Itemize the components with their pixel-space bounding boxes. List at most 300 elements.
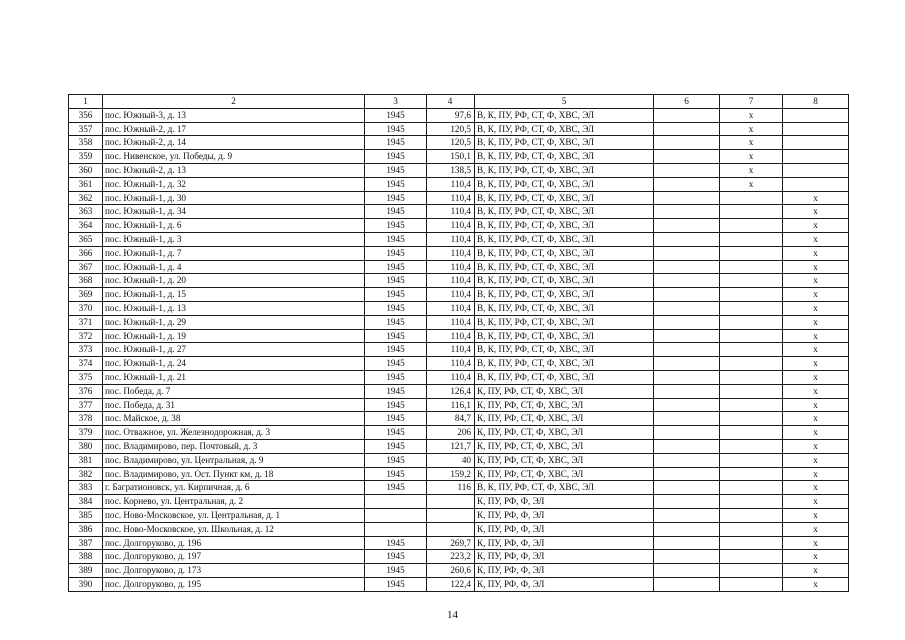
- column-6-cell: [654, 163, 720, 177]
- column-7-mark-cell: x: [720, 177, 783, 191]
- column-6-cell: [654, 274, 720, 288]
- table-row: [69, 177, 849, 191]
- row-number-cell: 370: [69, 301, 103, 315]
- utilities-cell: К, ПУ, РФ, СТ, Ф, ХВС, ЭЛ: [475, 467, 654, 481]
- address-cell: пос. Победа, д. 31: [103, 398, 365, 412]
- table-row: [69, 122, 849, 136]
- address-cell: пос. Южный-1, д. 7: [103, 246, 365, 260]
- table-row: [69, 315, 849, 329]
- area-cell: 110,4: [427, 219, 475, 233]
- utilities-cell: В, К, ПУ, РФ, СТ, Ф, ХВС, ЭЛ: [475, 274, 654, 288]
- row-number-cell: 357: [69, 122, 103, 136]
- utilities-cell: В, К, ПУ, РФ, СТ, Ф, ХВС, ЭЛ: [475, 108, 654, 122]
- year-cell: 1945: [365, 343, 427, 357]
- year-cell: 1945: [365, 577, 427, 591]
- column-7-mark-cell: [720, 550, 783, 564]
- row-number-cell: 376: [69, 384, 103, 398]
- column-8-mark-cell: x: [783, 288, 849, 302]
- column-6-cell: [654, 136, 720, 150]
- row-number-cell: 374: [69, 357, 103, 371]
- utilities-cell: В, К, ПУ, РФ, СТ, Ф, ХВС, ЭЛ: [475, 329, 654, 343]
- year-cell: 1945: [365, 453, 427, 467]
- address-cell: пос. Южный-1, д. 13: [103, 301, 365, 315]
- area-cell: 110,4: [427, 370, 475, 384]
- column-6-cell: [654, 343, 720, 357]
- row-number-cell: 382: [69, 467, 103, 481]
- column-6-cell: [654, 315, 720, 329]
- address-cell: пос. Южный-1, д. 30: [103, 191, 365, 205]
- column-6-cell: [654, 219, 720, 233]
- row-number-cell: 359: [69, 150, 103, 164]
- column-7-mark-cell: x: [720, 108, 783, 122]
- area-cell: 110,4: [427, 246, 475, 260]
- column-6-cell: [654, 426, 720, 440]
- area-cell: 110,4: [427, 288, 475, 302]
- column-8-mark-cell: x: [783, 274, 849, 288]
- column-8-mark-cell: x: [783, 384, 849, 398]
- column-8-mark-cell: x: [783, 577, 849, 591]
- column-6-cell: [654, 577, 720, 591]
- area-cell: 223,2: [427, 550, 475, 564]
- column-8-mark-cell: x: [783, 315, 849, 329]
- address-cell: пос. Владимирово, ул. Центральная, д. 9: [103, 453, 365, 467]
- column-6-cell: [654, 508, 720, 522]
- area-cell: 260,6: [427, 564, 475, 578]
- row-number-cell: 366: [69, 246, 103, 260]
- utilities-cell: В, К, ПУ, РФ, СТ, Ф, ХВС, ЭЛ: [475, 232, 654, 246]
- year-cell: 1945: [365, 481, 427, 495]
- year-cell: 1945: [365, 232, 427, 246]
- column-8-mark-cell: [783, 136, 849, 150]
- utilities-cell: В, К, ПУ, РФ, СТ, Ф, ХВС, ЭЛ: [475, 246, 654, 260]
- address-cell: пос. Южный-1, д. 32: [103, 177, 365, 191]
- table-row: [69, 577, 849, 591]
- utilities-cell: В, К, ПУ, РФ, СТ, Ф, ХВС, ЭЛ: [475, 288, 654, 302]
- column-6-cell: [654, 288, 720, 302]
- year-cell: 1945: [365, 550, 427, 564]
- address-cell: пос. Владимирово, пер. Почтовый, д. 3: [103, 439, 365, 453]
- table-row: [69, 412, 849, 426]
- year-cell: 1945: [365, 108, 427, 122]
- column-7-mark-cell: [720, 577, 783, 591]
- year-cell: 1945: [365, 219, 427, 233]
- row-number-cell: 389: [69, 564, 103, 578]
- column-6-cell: [654, 246, 720, 260]
- utilities-cell: К, ПУ, РФ, Ф, ЭЛ: [475, 536, 654, 550]
- column-8-mark-cell: [783, 150, 849, 164]
- header-cell: 1: [69, 95, 103, 109]
- column-7-mark-cell: [720, 260, 783, 274]
- utilities-cell: К, ПУ, РФ, Ф, ЭЛ: [475, 508, 654, 522]
- address-cell: пос. Южный-1, д. 6: [103, 219, 365, 233]
- column-8-mark-cell: x: [783, 205, 849, 219]
- header-cell: 2: [103, 95, 365, 109]
- area-cell: 110,4: [427, 357, 475, 371]
- column-7-mark-cell: [720, 522, 783, 536]
- utilities-cell: В, К, ПУ, РФ, СТ, Ф, ХВС, ЭЛ: [475, 163, 654, 177]
- column-7-mark-cell: [720, 398, 783, 412]
- address-cell: пос. Майское, д. 38: [103, 412, 365, 426]
- header-cell: 5: [475, 95, 654, 109]
- year-cell: 1945: [365, 329, 427, 343]
- column-8-mark-cell: x: [783, 191, 849, 205]
- column-8-mark-cell: x: [783, 481, 849, 495]
- area-cell: 121,7: [427, 439, 475, 453]
- row-number-cell: 384: [69, 495, 103, 509]
- table-row: [69, 439, 849, 453]
- column-8-mark-cell: x: [783, 495, 849, 509]
- utilities-cell: В, К, ПУ, РФ, СТ, Ф, ХВС, ЭЛ: [475, 370, 654, 384]
- column-8-mark-cell: x: [783, 232, 849, 246]
- column-7-mark-cell: [720, 370, 783, 384]
- column-8-mark-cell: x: [783, 508, 849, 522]
- column-7-mark-cell: [720, 412, 783, 426]
- address-cell: пос. Южный-1, д. 27: [103, 343, 365, 357]
- row-number-cell: 386: [69, 522, 103, 536]
- table-row: [69, 384, 849, 398]
- utilities-cell: В, К, ПУ, РФ, СТ, Ф, ХВС, ЭЛ: [475, 191, 654, 205]
- column-8-mark-cell: x: [783, 412, 849, 426]
- column-8-mark-cell: x: [783, 564, 849, 578]
- column-8-mark-cell: x: [783, 301, 849, 315]
- address-cell: пос. Южный-2, д. 13: [103, 163, 365, 177]
- utilities-cell: В, К, ПУ, РФ, СТ, Ф, ХВС, ЭЛ: [475, 315, 654, 329]
- header-cell: 8: [783, 95, 849, 109]
- table-row: [69, 550, 849, 564]
- header-cell: 4: [427, 95, 475, 109]
- table-row: [69, 232, 849, 246]
- row-number-cell: 362: [69, 191, 103, 205]
- area-cell: 120,5: [427, 136, 475, 150]
- address-cell: пос. Долгоруково, д. 197: [103, 550, 365, 564]
- column-8-mark-cell: x: [783, 398, 849, 412]
- column-7-mark-cell: [720, 508, 783, 522]
- table-row: [69, 522, 849, 536]
- column-7-mark-cell: x: [720, 122, 783, 136]
- address-cell: пос. Ново-Московское, ул. Центральная, д. 1: [103, 508, 365, 522]
- address-cell: пос. Долгоруково, д. 196: [103, 536, 365, 550]
- row-number-cell: 379: [69, 426, 103, 440]
- column-8-mark-cell: x: [783, 329, 849, 343]
- table-row: [69, 205, 849, 219]
- column-7-mark-cell: [720, 467, 783, 481]
- table-row: [69, 453, 849, 467]
- year-cell: 1945: [365, 467, 427, 481]
- column-6-cell: [654, 232, 720, 246]
- area-cell: 110,4: [427, 301, 475, 315]
- column-8-mark-cell: x: [783, 357, 849, 371]
- year-cell: [365, 495, 427, 509]
- row-number-cell: 387: [69, 536, 103, 550]
- table-row: [69, 495, 849, 509]
- table-row: [69, 301, 849, 315]
- year-cell: [365, 522, 427, 536]
- utilities-cell: К, ПУ, РФ, СТ, Ф, ХВС, ЭЛ: [475, 453, 654, 467]
- column-7-mark-cell: [720, 343, 783, 357]
- column-6-cell: [654, 536, 720, 550]
- utilities-cell: В, К, ПУ, РФ, СТ, Ф, ХВС, ЭЛ: [475, 219, 654, 233]
- area-cell: 120,5: [427, 122, 475, 136]
- column-7-mark-cell: [720, 191, 783, 205]
- address-cell: пос. Нивенское, ул. Победы, д. 9: [103, 150, 365, 164]
- table-row: [69, 357, 849, 371]
- utilities-cell: В, К, ПУ, РФ, СТ, Ф, ХВС, ЭЛ: [475, 357, 654, 371]
- column-6-cell: [654, 522, 720, 536]
- utilities-cell: В, К, ПУ, РФ, СТ, Ф, ХВС, ЭЛ: [475, 177, 654, 191]
- table-row: [69, 108, 849, 122]
- area-cell: 110,4: [427, 205, 475, 219]
- row-number-cell: 380: [69, 439, 103, 453]
- column-6-cell: [654, 108, 720, 122]
- year-cell: 1945: [365, 205, 427, 219]
- row-number-cell: 369: [69, 288, 103, 302]
- year-cell: 1945: [365, 426, 427, 440]
- column-6-cell: [654, 150, 720, 164]
- area-cell: [427, 495, 475, 509]
- utilities-cell: К, ПУ, РФ, Ф, ЭЛ: [475, 495, 654, 509]
- table-row: [69, 163, 849, 177]
- year-cell: 1945: [365, 177, 427, 191]
- area-cell: 110,4: [427, 177, 475, 191]
- address-cell: г. Багратионовск, ул. Кирпичная, д. 6: [103, 481, 365, 495]
- table-row: [69, 219, 849, 233]
- row-number-cell: 385: [69, 508, 103, 522]
- column-6-cell: [654, 260, 720, 274]
- column-7-mark-cell: [720, 384, 783, 398]
- year-cell: 1945: [365, 246, 427, 260]
- header-cell: 6: [654, 95, 720, 109]
- column-6-cell: [654, 467, 720, 481]
- table-row: [69, 329, 849, 343]
- address-cell: пос. Победа, д. 7: [103, 384, 365, 398]
- row-number-cell: 371: [69, 315, 103, 329]
- address-cell: пос. Южный-1, д. 3: [103, 232, 365, 246]
- year-cell: 1945: [365, 274, 427, 288]
- area-cell: 122,4: [427, 577, 475, 591]
- row-number-cell: 383: [69, 481, 103, 495]
- column-6-cell: [654, 329, 720, 343]
- utilities-cell: К, ПУ, РФ, Ф, ЭЛ: [475, 550, 654, 564]
- table-row: [69, 426, 849, 440]
- column-6-cell: [654, 301, 720, 315]
- utilities-cell: К, ПУ, РФ, СТ, Ф, ХВС, ЭЛ: [475, 426, 654, 440]
- table-body: [69, 108, 849, 591]
- column-7-mark-cell: x: [720, 150, 783, 164]
- column-7-mark-cell: [720, 426, 783, 440]
- column-7-mark-cell: [720, 495, 783, 509]
- area-cell: 110,4: [427, 260, 475, 274]
- area-cell: 138,5: [427, 163, 475, 177]
- row-number-cell: 390: [69, 577, 103, 591]
- utilities-cell: В, К, ПУ, РФ, СТ, Ф, ХВС, ЭЛ: [475, 122, 654, 136]
- row-number-cell: 388: [69, 550, 103, 564]
- row-number-cell: 363: [69, 205, 103, 219]
- utilities-cell: В, К, ПУ, РФ, СТ, Ф, ХВС, ЭЛ: [475, 301, 654, 315]
- row-number-cell: 358: [69, 136, 103, 150]
- column-7-mark-cell: [720, 246, 783, 260]
- column-7-mark-cell: [720, 219, 783, 233]
- row-number-cell: 365: [69, 232, 103, 246]
- year-cell: 1945: [365, 122, 427, 136]
- row-number-cell: 378: [69, 412, 103, 426]
- utilities-cell: К, ПУ, РФ, Ф, ЭЛ: [475, 522, 654, 536]
- utilities-cell: В, К, ПУ, РФ, СТ, Ф, ХВС, ЭЛ: [475, 205, 654, 219]
- column-6-cell: [654, 439, 720, 453]
- row-number-cell: 364: [69, 219, 103, 233]
- table-row: [69, 288, 849, 302]
- column-6-cell: [654, 384, 720, 398]
- year-cell: 1945: [365, 191, 427, 205]
- utilities-cell: К, ПУ, РФ, СТ, Ф, ХВС, ЭЛ: [475, 439, 654, 453]
- column-8-mark-cell: x: [783, 522, 849, 536]
- column-6-cell: [654, 550, 720, 564]
- column-8-mark-cell: x: [783, 453, 849, 467]
- area-cell: 116: [427, 481, 475, 495]
- year-cell: 1945: [365, 384, 427, 398]
- column-6-cell: [654, 495, 720, 509]
- address-cell: пос. Южный-1, д. 19: [103, 329, 365, 343]
- utilities-cell: В, К, ПУ, РФ, СТ, Ф, ХВС, ЭЛ: [475, 481, 654, 495]
- table-row: [69, 536, 849, 550]
- table-row: [69, 343, 849, 357]
- year-cell: 1945: [365, 564, 427, 578]
- area-cell: 150,1: [427, 150, 475, 164]
- area-cell: 110,4: [427, 232, 475, 246]
- column-8-mark-cell: x: [783, 439, 849, 453]
- utilities-cell: В, К, ПУ, РФ, СТ, Ф, ХВС, ЭЛ: [475, 260, 654, 274]
- address-cell: пос. Долгоруково, д. 195: [103, 577, 365, 591]
- column-8-mark-cell: x: [783, 426, 849, 440]
- address-cell: пос. Долгоруково, д. 173: [103, 564, 365, 578]
- column-8-mark-cell: [783, 122, 849, 136]
- address-cell: пос. Южный-1, д. 29: [103, 315, 365, 329]
- column-8-mark-cell: x: [783, 343, 849, 357]
- column-7-mark-cell: [720, 439, 783, 453]
- area-cell: 126,4: [427, 384, 475, 398]
- year-cell: 1945: [365, 136, 427, 150]
- address-cell: пос. Южный-1, д. 4: [103, 260, 365, 274]
- column-7-mark-cell: [720, 274, 783, 288]
- table-row: [69, 370, 849, 384]
- address-cell: пос. Южный-1, д. 20: [103, 274, 365, 288]
- column-8-mark-cell: x: [783, 219, 849, 233]
- column-8-mark-cell: [783, 177, 849, 191]
- utilities-cell: В, К, ПУ, РФ, СТ, Ф, ХВС, ЭЛ: [475, 150, 654, 164]
- header-cell: 7: [720, 95, 783, 109]
- address-cell: пос. Отважное, ул. Железнодорожная, д. 3: [103, 426, 365, 440]
- address-cell: пос. Южный-2, д. 14: [103, 136, 365, 150]
- row-number-cell: 356: [69, 108, 103, 122]
- header-row: [69, 95, 849, 109]
- column-8-mark-cell: [783, 163, 849, 177]
- column-7-mark-cell: x: [720, 163, 783, 177]
- column-7-mark-cell: [720, 453, 783, 467]
- utilities-cell: К, ПУ, РФ, СТ, Ф, ХВС, ЭЛ: [475, 398, 654, 412]
- row-number-cell: 373: [69, 343, 103, 357]
- column-8-mark-cell: [783, 108, 849, 122]
- column-7-mark-cell: [720, 315, 783, 329]
- column-7-mark-cell: [720, 329, 783, 343]
- address-cell: пос. Южный-1, д. 34: [103, 205, 365, 219]
- row-number-cell: 381: [69, 453, 103, 467]
- table-row: [69, 564, 849, 578]
- table-row: [69, 508, 849, 522]
- year-cell: 1945: [365, 150, 427, 164]
- address-cell: пос. Южный-1, д. 15: [103, 288, 365, 302]
- area-cell: 97,6: [427, 108, 475, 122]
- address-cell: пос. Ново-Московское, ул. Школьная, д. 12: [103, 522, 365, 536]
- column-6-cell: [654, 453, 720, 467]
- table-row: [69, 260, 849, 274]
- table-row: [69, 398, 849, 412]
- year-cell: 1945: [365, 412, 427, 426]
- area-cell: 110,4: [427, 329, 475, 343]
- row-number-cell: 367: [69, 260, 103, 274]
- year-cell: 1945: [365, 370, 427, 384]
- housing-table: [68, 94, 849, 592]
- column-7-mark-cell: [720, 536, 783, 550]
- utilities-cell: В, К, ПУ, РФ, СТ, Ф, ХВС, ЭЛ: [475, 136, 654, 150]
- area-cell: 110,4: [427, 191, 475, 205]
- column-8-mark-cell: x: [783, 260, 849, 274]
- column-6-cell: [654, 481, 720, 495]
- column-6-cell: [654, 398, 720, 412]
- row-number-cell: 361: [69, 177, 103, 191]
- row-number-cell: 372: [69, 329, 103, 343]
- area-cell: 84,7: [427, 412, 475, 426]
- column-6-cell: [654, 412, 720, 426]
- table-row: [69, 481, 849, 495]
- utilities-cell: В, К, ПУ, РФ, СТ, Ф, ХВС, ЭЛ: [475, 343, 654, 357]
- year-cell: 1945: [365, 315, 427, 329]
- row-number-cell: 360: [69, 163, 103, 177]
- address-cell: пос. Южный-1, д. 24: [103, 357, 365, 371]
- column-6-cell: [654, 357, 720, 371]
- year-cell: [365, 508, 427, 522]
- utilities-cell: К, ПУ, РФ, СТ, Ф, ХВС, ЭЛ: [475, 384, 654, 398]
- area-cell: 269,7: [427, 536, 475, 550]
- column-6-cell: [654, 122, 720, 136]
- address-cell: пос. Южный-1, д. 21: [103, 370, 365, 384]
- table-row: [69, 191, 849, 205]
- table-row: [69, 150, 849, 164]
- column-6-cell: [654, 177, 720, 191]
- column-7-mark-cell: [720, 288, 783, 302]
- header-cell: 3: [365, 95, 427, 109]
- column-7-mark-cell: [720, 357, 783, 371]
- utilities-cell: К, ПУ, РФ, СТ, Ф, ХВС, ЭЛ: [475, 412, 654, 426]
- column-7-mark-cell: [720, 301, 783, 315]
- year-cell: 1945: [365, 260, 427, 274]
- year-cell: 1945: [365, 439, 427, 453]
- column-8-mark-cell: x: [783, 467, 849, 481]
- column-6-cell: [654, 205, 720, 219]
- column-7-mark-cell: [720, 564, 783, 578]
- table-row: [69, 246, 849, 260]
- column-7-mark-cell: [720, 481, 783, 495]
- column-8-mark-cell: x: [783, 550, 849, 564]
- year-cell: 1945: [365, 398, 427, 412]
- area-cell: 110,4: [427, 274, 475, 288]
- row-number-cell: 368: [69, 274, 103, 288]
- address-cell: пос. Южный-3, д. 13: [103, 108, 365, 122]
- column-6-cell: [654, 370, 720, 384]
- row-number-cell: 377: [69, 398, 103, 412]
- row-number-cell: 375: [69, 370, 103, 384]
- year-cell: 1945: [365, 357, 427, 371]
- column-8-mark-cell: x: [783, 536, 849, 550]
- area-cell: 110,4: [427, 315, 475, 329]
